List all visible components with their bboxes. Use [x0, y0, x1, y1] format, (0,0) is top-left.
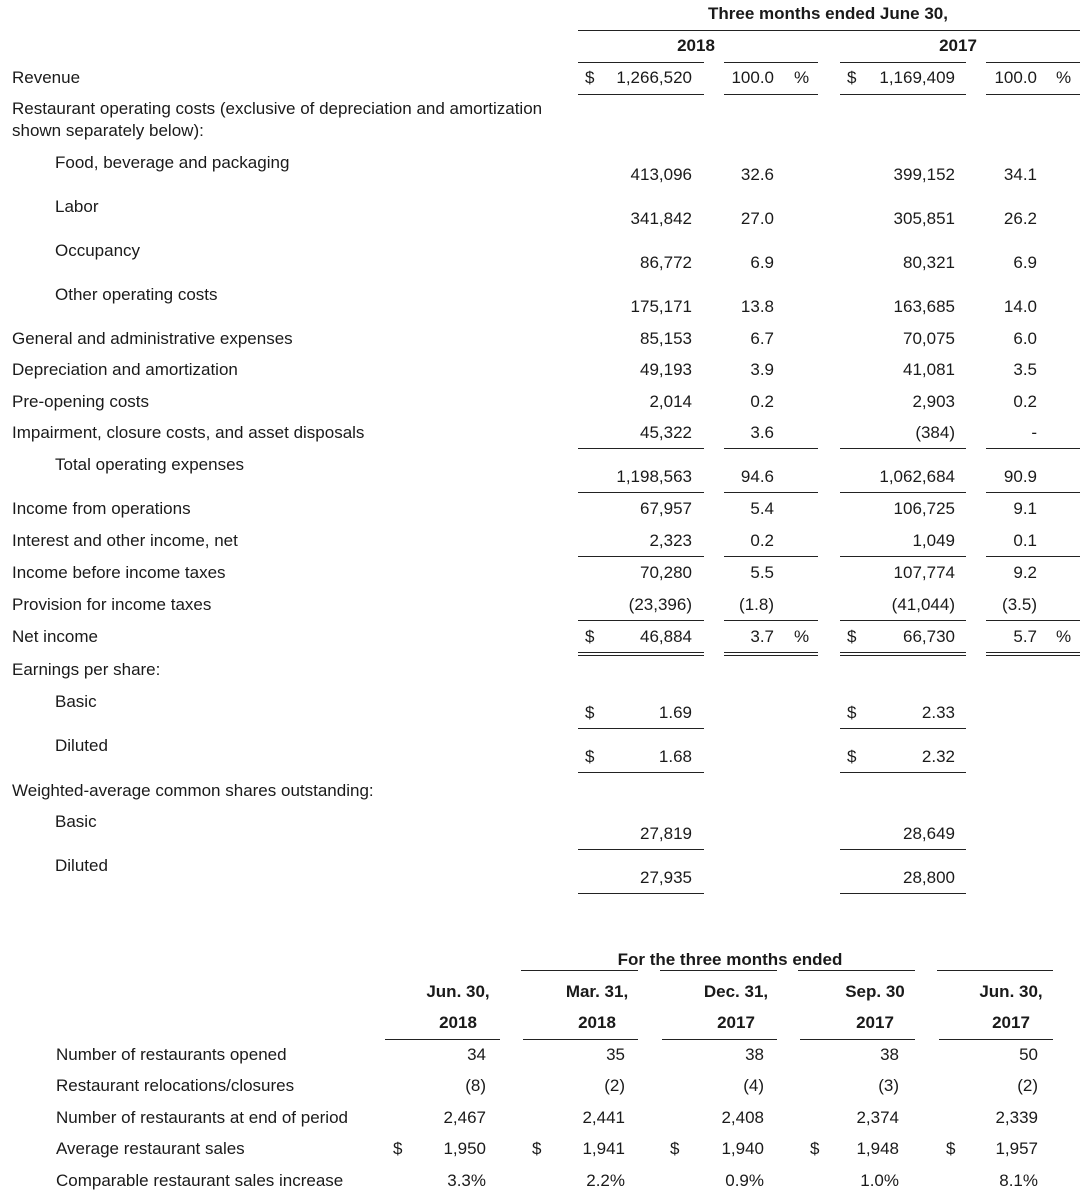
column-header-date: Dec. 31, — [703, 982, 769, 1001]
rule-amount-2018 — [578, 772, 704, 773]
amount-2018: 70,280 — [640, 563, 692, 582]
cell-value: 50 — [1019, 1045, 1038, 1064]
rule-percent-2018 — [724, 620, 818, 621]
percent-2017: 9.1 — [1013, 499, 1037, 518]
row-label: Other operating costs — [55, 285, 218, 304]
rule-amount-2018 — [578, 652, 704, 653]
column-header-date: Jun. 30, — [979, 982, 1043, 1001]
percent-2018: 0.2 — [750, 531, 774, 550]
cell-value: 2,374 — [856, 1108, 899, 1127]
rule-percent-2018 — [724, 448, 818, 449]
row-label: Weighted-average common shares outstanding: — [12, 781, 374, 800]
rule-amount-2018 — [578, 620, 704, 621]
period-title: Three months ended June 30, — [708, 4, 948, 23]
rule-percent-2017 — [986, 448, 1080, 449]
row-label: Diluted — [55, 856, 108, 875]
amount-2018: 85,153 — [640, 329, 692, 348]
rule-percent-2017 — [986, 492, 1080, 493]
dollar-sign: $ — [946, 1139, 956, 1158]
rule-amount-2017 — [840, 556, 966, 557]
column-header-year: 2017 — [717, 1013, 755, 1032]
amount-2018: 27,819 — [640, 824, 692, 843]
row-label: Interest and other income, net — [12, 531, 238, 550]
percent-2017: 90.9 — [1003, 467, 1037, 486]
column-header-rule — [523, 1039, 638, 1040]
amount-2018: 86,772 — [640, 253, 692, 272]
percent-sign-2017: % — [1056, 627, 1072, 646]
rule-amount-2018 — [578, 62, 704, 63]
cell-value: 3.3% — [447, 1171, 486, 1190]
percent-sign-2018: % — [794, 68, 810, 87]
rule-amount-2017 — [840, 492, 966, 493]
cell-value: 1,950 — [443, 1139, 486, 1158]
amount-2017: 399,152 — [893, 165, 955, 184]
percent-2017: 6.0 — [1013, 329, 1037, 348]
amount-2018: 2,323 — [649, 531, 692, 550]
amount-2018: 67,957 — [640, 499, 692, 518]
cell-value: 1,948 — [856, 1139, 899, 1158]
cell-value: 1,941 — [582, 1139, 625, 1158]
rule-amount-2018 — [578, 849, 704, 850]
cell-value: 38 — [880, 1045, 899, 1064]
rule-amount-2018 — [578, 94, 704, 95]
amount-2017: 305,851 — [893, 209, 955, 228]
amount-2017: 28,649 — [903, 824, 955, 843]
percent-2017: - — [1031, 423, 1037, 442]
amount-2018: 27,935 — [640, 868, 692, 887]
row-label: Provision for income taxes — [12, 595, 212, 614]
amount-2018: (23,396) — [628, 595, 692, 614]
percent-2018: 27.0 — [740, 209, 774, 228]
cell-value: 2.2% — [586, 1171, 625, 1190]
cell-value: 2,441 — [582, 1108, 625, 1127]
amount-2018: 413,096 — [630, 165, 692, 184]
amount-2017: 80,321 — [903, 253, 955, 272]
amount-2018: 1.68 — [658, 747, 692, 766]
amount-2018: 341,842 — [630, 209, 692, 228]
row-label: Impairment, closure costs, and asset disposals — [12, 423, 365, 442]
rule-percent-2018 — [724, 652, 818, 653]
row-label: General and administrative expenses — [12, 329, 293, 348]
amount-2017: 2,903 — [912, 392, 955, 411]
amount-2018: 1,198,563 — [616, 467, 692, 486]
year-header-2017: 2017 — [939, 36, 977, 55]
rule-amount-2018 — [578, 655, 704, 656]
rule-amount-2017 — [840, 94, 966, 95]
row-label: Number of restaurants at end of period — [56, 1108, 348, 1127]
dollar-sign-2017: $ — [847, 747, 857, 766]
amount-2018: 49,193 — [640, 360, 692, 379]
amount-2017: 107,774 — [893, 563, 955, 582]
rule-amount-2017 — [840, 893, 966, 894]
amount-2018: 1,266,520 — [616, 68, 692, 87]
amount-2017: 1,062,684 — [879, 467, 955, 486]
column-header-date: Jun. 30, — [426, 982, 490, 1001]
amount-2018: 1.69 — [658, 703, 692, 722]
dollar-sign-2018: $ — [585, 68, 595, 87]
percent-sign-2018: % — [794, 627, 810, 646]
row-label: Basic — [55, 812, 97, 831]
row-label: Restaurant operating costs (exclusive of depreciation and amortization — [12, 99, 543, 118]
rule-amount-2018 — [578, 492, 704, 493]
percent-2017: 0.2 — [1013, 392, 1037, 411]
dollar-sign-2018: $ — [585, 703, 595, 722]
column-header-rule — [800, 1039, 915, 1040]
rule-amount-2018 — [578, 448, 704, 449]
cell-value: 0.9% — [725, 1171, 764, 1190]
amount-2017: 1,169,409 — [879, 68, 955, 87]
rule-percent-2018 — [724, 62, 818, 63]
year-header-2018: 2018 — [677, 36, 715, 55]
percent-2017: 100.0 — [994, 68, 1037, 87]
amount-2017: 163,685 — [893, 297, 955, 316]
percent-2017: 26.2 — [1003, 209, 1037, 228]
dollar-sign-2018: $ — [585, 627, 595, 646]
percent-2018: 3.6 — [750, 423, 774, 442]
dollar-sign-2018: $ — [585, 747, 595, 766]
cell-value: 35 — [606, 1045, 625, 1064]
column-header-year: 2017 — [992, 1013, 1030, 1032]
rule-amount-2018 — [578, 728, 704, 729]
row-label: Income from operations — [12, 499, 191, 518]
rule-amount-2017 — [840, 772, 966, 773]
row-label: Income before income taxes — [12, 563, 226, 582]
cell-value: 34 — [467, 1045, 486, 1064]
cell-value: (2) — [604, 1076, 625, 1095]
percent-2018: 0.2 — [750, 392, 774, 411]
percent-2018: 5.4 — [750, 499, 774, 518]
rule-amount-2018 — [578, 893, 704, 894]
rule-percent-2017 — [986, 94, 1080, 95]
percent-sign-2017: % — [1056, 68, 1072, 87]
row-label: Occupancy — [55, 241, 141, 260]
dollar-sign: $ — [393, 1139, 403, 1158]
rule-amount-2017 — [840, 620, 966, 621]
period-title: For the three months ended — [617, 950, 843, 969]
dollar-sign: $ — [670, 1139, 680, 1158]
row-label: Earnings per share: — [12, 660, 161, 679]
percent-2018: 94.6 — [740, 467, 774, 486]
header-rule — [798, 970, 915, 971]
header-rule — [937, 970, 1053, 971]
percent-2017: 3.5 — [1013, 360, 1037, 379]
rule-percent-2017 — [986, 556, 1080, 557]
percent-2018: (1.8) — [739, 595, 774, 614]
column-header-rule — [385, 1039, 500, 1040]
amount-2017: 106,725 — [893, 499, 955, 518]
header-rule — [521, 970, 638, 971]
rule-percent-2018 — [724, 556, 818, 557]
rule-percent-2018 — [724, 94, 818, 95]
percent-2018: 13.8 — [740, 297, 774, 316]
cell-value: (8) — [465, 1076, 486, 1095]
percent-2017: 6.9 — [1013, 253, 1037, 272]
row-label: Labor — [55, 197, 99, 216]
rule-amount-2017 — [840, 728, 966, 729]
row-label: Pre-opening costs — [12, 392, 150, 411]
row-label: Net income — [12, 627, 98, 646]
rule-amount-2017 — [840, 849, 966, 850]
row-label: Total operating expenses — [55, 455, 245, 474]
row-label-cont: shown separately below): — [12, 121, 204, 140]
cell-value: (2) — [1017, 1076, 1038, 1095]
percent-2018: 32.6 — [740, 165, 774, 184]
row-label: Average restaurant sales — [56, 1139, 245, 1158]
dollar-sign: $ — [532, 1139, 542, 1158]
rule-percent-2017 — [986, 655, 1080, 656]
dollar-sign-2017: $ — [847, 703, 857, 722]
percent-2018: 100.0 — [731, 68, 774, 87]
percent-2018: 6.7 — [750, 329, 774, 348]
cell-value: 1,957 — [995, 1139, 1038, 1158]
row-label: Number of restaurants opened — [56, 1045, 287, 1064]
cell-value: (3) — [878, 1076, 899, 1095]
rule-amount-2017 — [840, 655, 966, 656]
row-label: Revenue — [12, 68, 81, 87]
column-header-date: Mar. 31, — [565, 982, 629, 1001]
cell-value: 8.1% — [999, 1171, 1038, 1190]
column-header-rule — [939, 1039, 1053, 1040]
row-label: Food, beverage and packaging — [55, 153, 290, 172]
percent-2017: 5.7 — [1013, 627, 1037, 646]
percent-2017: 9.2 — [1013, 563, 1037, 582]
rule-percent-2017 — [986, 652, 1080, 653]
column-header-year: 2017 — [856, 1013, 894, 1032]
percent-2018: 5.5 — [750, 563, 774, 582]
column-header-date: Sep. 30 — [845, 982, 905, 1001]
header-rule — [660, 970, 777, 971]
cell-value: 2,467 — [443, 1108, 486, 1127]
amount-2017: 2.32 — [921, 747, 955, 766]
rule-amount-2018 — [578, 556, 704, 557]
amount-2018: 46,884 — [640, 627, 692, 646]
amount-2018: 175,171 — [630, 297, 692, 316]
column-header-year: 2018 — [578, 1013, 616, 1032]
rule-percent-2017 — [986, 62, 1080, 63]
percent-2018: 3.7 — [750, 627, 774, 646]
percent-2018: 3.9 — [750, 360, 774, 379]
amount-2017: 41,081 — [903, 360, 955, 379]
amount-2018: 45,322 — [640, 423, 692, 442]
cell-value: (4) — [743, 1076, 764, 1095]
percent-2018: 6.9 — [750, 253, 774, 272]
column-header-year: 2018 — [439, 1013, 477, 1032]
cell-value: 2,339 — [995, 1108, 1038, 1127]
amount-2017: 28,800 — [903, 868, 955, 887]
amount-2018: 2,014 — [649, 392, 692, 411]
row-label: Restaurant relocations/closures — [56, 1076, 295, 1095]
cell-value: 1,940 — [721, 1139, 764, 1158]
cell-value: 1.0% — [860, 1171, 899, 1190]
rule-amount-2017 — [840, 62, 966, 63]
rule-amount-2017 — [840, 448, 966, 449]
amount-2017: (41,044) — [891, 595, 955, 614]
amount-2017: 70,075 — [903, 329, 955, 348]
percent-2017: (3.5) — [1002, 595, 1037, 614]
percent-2017: 0.1 — [1013, 531, 1037, 550]
amount-2017: 2.33 — [921, 703, 955, 722]
cell-value: 38 — [745, 1045, 764, 1064]
row-label: Diluted — [55, 736, 108, 755]
row-label: Basic — [55, 692, 97, 711]
header-rule — [578, 30, 1080, 31]
percent-2017: 34.1 — [1003, 165, 1037, 184]
dollar-sign-2017: $ — [847, 627, 857, 646]
row-label: Depreciation and amortization — [12, 360, 238, 379]
amount-2017: 66,730 — [903, 627, 955, 646]
rule-percent-2017 — [986, 620, 1080, 621]
amount-2017: 1,049 — [912, 531, 955, 550]
amount-2017: (384) — [915, 423, 955, 442]
percent-2017: 14.0 — [1003, 297, 1037, 316]
rule-percent-2018 — [724, 655, 818, 656]
cell-value: 2,408 — [721, 1108, 764, 1127]
dollar-sign: $ — [810, 1139, 820, 1158]
row-label: Comparable restaurant sales increase — [56, 1171, 344, 1190]
column-header-rule — [662, 1039, 777, 1040]
rule-amount-2017 — [840, 652, 966, 653]
rule-percent-2018 — [724, 492, 818, 493]
dollar-sign-2017: $ — [847, 68, 857, 87]
